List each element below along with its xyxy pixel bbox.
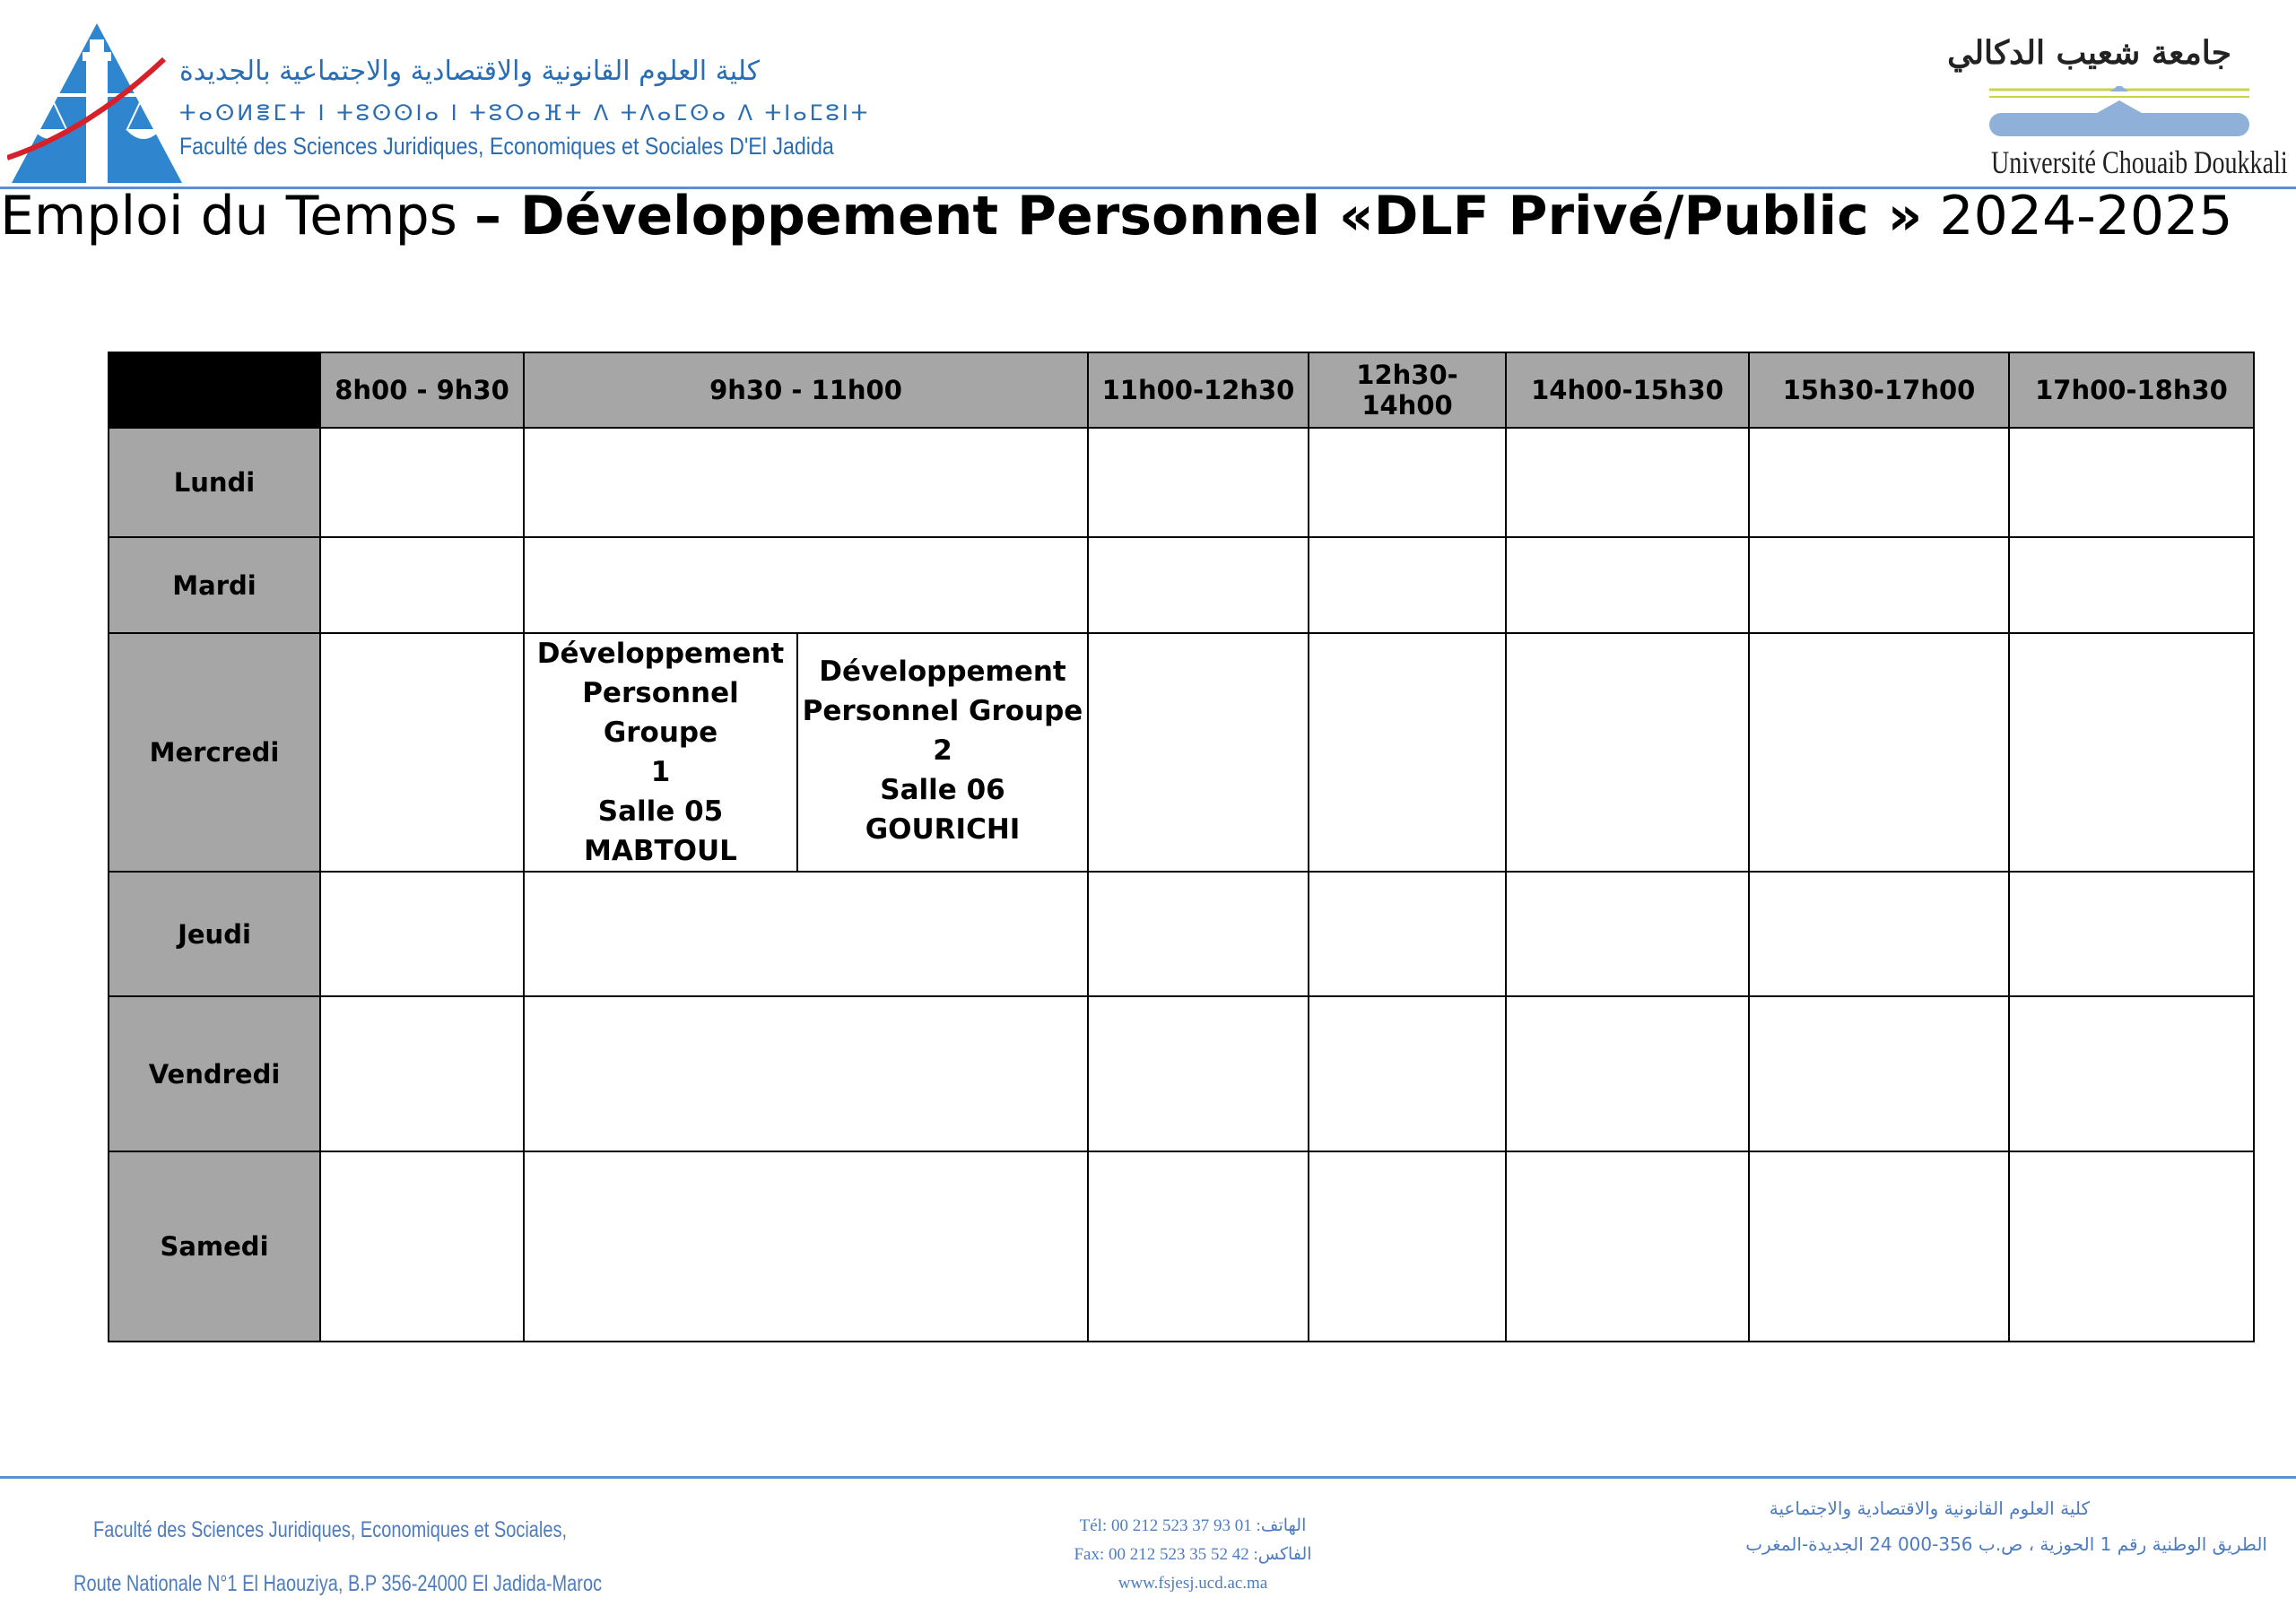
day-row-vendredi: [109, 996, 2254, 1151]
day-row-lundi: [109, 428, 2254, 537]
course-teacher: GOURICHI: [865, 813, 1021, 846]
page-title: [0, 185, 2233, 248]
course-title: Développement: [819, 656, 1066, 688]
corner-cell: [109, 352, 320, 428]
university-name-arabic: جامعة شعيب الدكالي: [1947, 34, 2231, 72]
slot-header: 9h30 - 11h00: [524, 352, 1088, 428]
day-row-jeudi: [109, 872, 2254, 996]
footer-faculty-name-arabic: كلية العلوم القانونية والاقتصادية والاجتماعية: [1769, 1498, 2090, 1519]
day-label: Vendredi: [109, 996, 320, 1151]
footer-fax: Fax: 00 212 523 35 52 42 :الفاكس: [1074, 1545, 1312, 1564]
day-label: Samedi: [109, 1151, 320, 1342]
title-prefix: Emploi du Temps: [0, 185, 474, 248]
slot-header: 11h00-12h30: [1088, 352, 1309, 428]
day-label: Mardi: [109, 537, 320, 633]
day-label: Lundi: [109, 428, 320, 537]
slot-header: 14h00-15h30: [1506, 352, 1749, 428]
slot-header: 17h00-18h30: [2009, 352, 2254, 428]
faculty-name-french: Faculté des Sciences Juridiques, Economiques et Sociales D'El Jadida: [179, 133, 834, 160]
course-room: Salle 05: [597, 795, 724, 828]
footer-contact: [1058, 1512, 1327, 1598]
timetable-header-row: [109, 352, 2254, 428]
slot-header: 8h00 - 9h30: [320, 352, 524, 428]
slot-header: 15h30-17h00: [1749, 352, 2009, 428]
footer-divider: [0, 1476, 2296, 1479]
day-label: Mercredi: [109, 633, 320, 872]
slot-header: 12h30- 14h00: [1309, 352, 1506, 428]
faculty-name-arabic: كلية العلوم القانونية والاقتصادية والاجتماعية بالجديدة: [179, 56, 760, 87]
footer-website[interactable]: www.fsjesj.ucd.ac.ma: [1118, 1574, 1268, 1593]
footer-address-arabic: الطريق الوطنية رقم 1 الحوزية ، ص.ب 356-000 24 الجديدة-المغرب: [1745, 1533, 2267, 1555]
course-cell-group-2: [797, 633, 1088, 872]
course-group: 1: [650, 756, 671, 788]
course-teacher: MABTOUL: [584, 835, 737, 867]
title-year: 2024-2025: [1922, 185, 2233, 248]
timetable: [108, 352, 2255, 1342]
day-row-mercredi: [109, 633, 2254, 872]
faculty-name-tifinagh: ⵜⴰⵙⵍⴻⵎⵜ ⵏ ⵜⵓⵙⵙⵏⴰ ⵏ ⵜⵓⵔⴰⴼⵜ ⴷ ⵜⴷⴰⵎⵙⴰ ⴷ ⵜⵏⴰⵎⵓⵏⵜ: [179, 100, 871, 126]
footer-phone: Tél: 00 212 523 37 93 01 :الهاتف: [1079, 1516, 1307, 1535]
course-title: Personnel Groupe: [582, 677, 739, 749]
day-row-mardi: [109, 537, 2254, 633]
day-row-samedi: [109, 1151, 2254, 1342]
course-room: Salle 06: [880, 774, 1005, 806]
faculty-logo: [7, 23, 187, 189]
university-name-french: Université Chouaib Doukkali: [1991, 144, 2288, 180]
footer-faculty-name: Faculté des Sciences Juridiques, Economiques et Sociales,: [93, 1517, 568, 1542]
title-bold: – Développement Personnel «DLF Privé/Public »: [474, 185, 1923, 248]
day-label: Jeudi: [109, 872, 320, 996]
course-title: Développement: [536, 638, 785, 670]
course-title: Personnel Groupe 2: [802, 695, 1083, 767]
course-cell-group-1: [524, 633, 797, 872]
university-logo: [1989, 86, 2249, 142]
footer-address: Route Nationale N°1 El Haouziya, B.P 356-24000 El Jadida-Maroc: [74, 1571, 603, 1596]
